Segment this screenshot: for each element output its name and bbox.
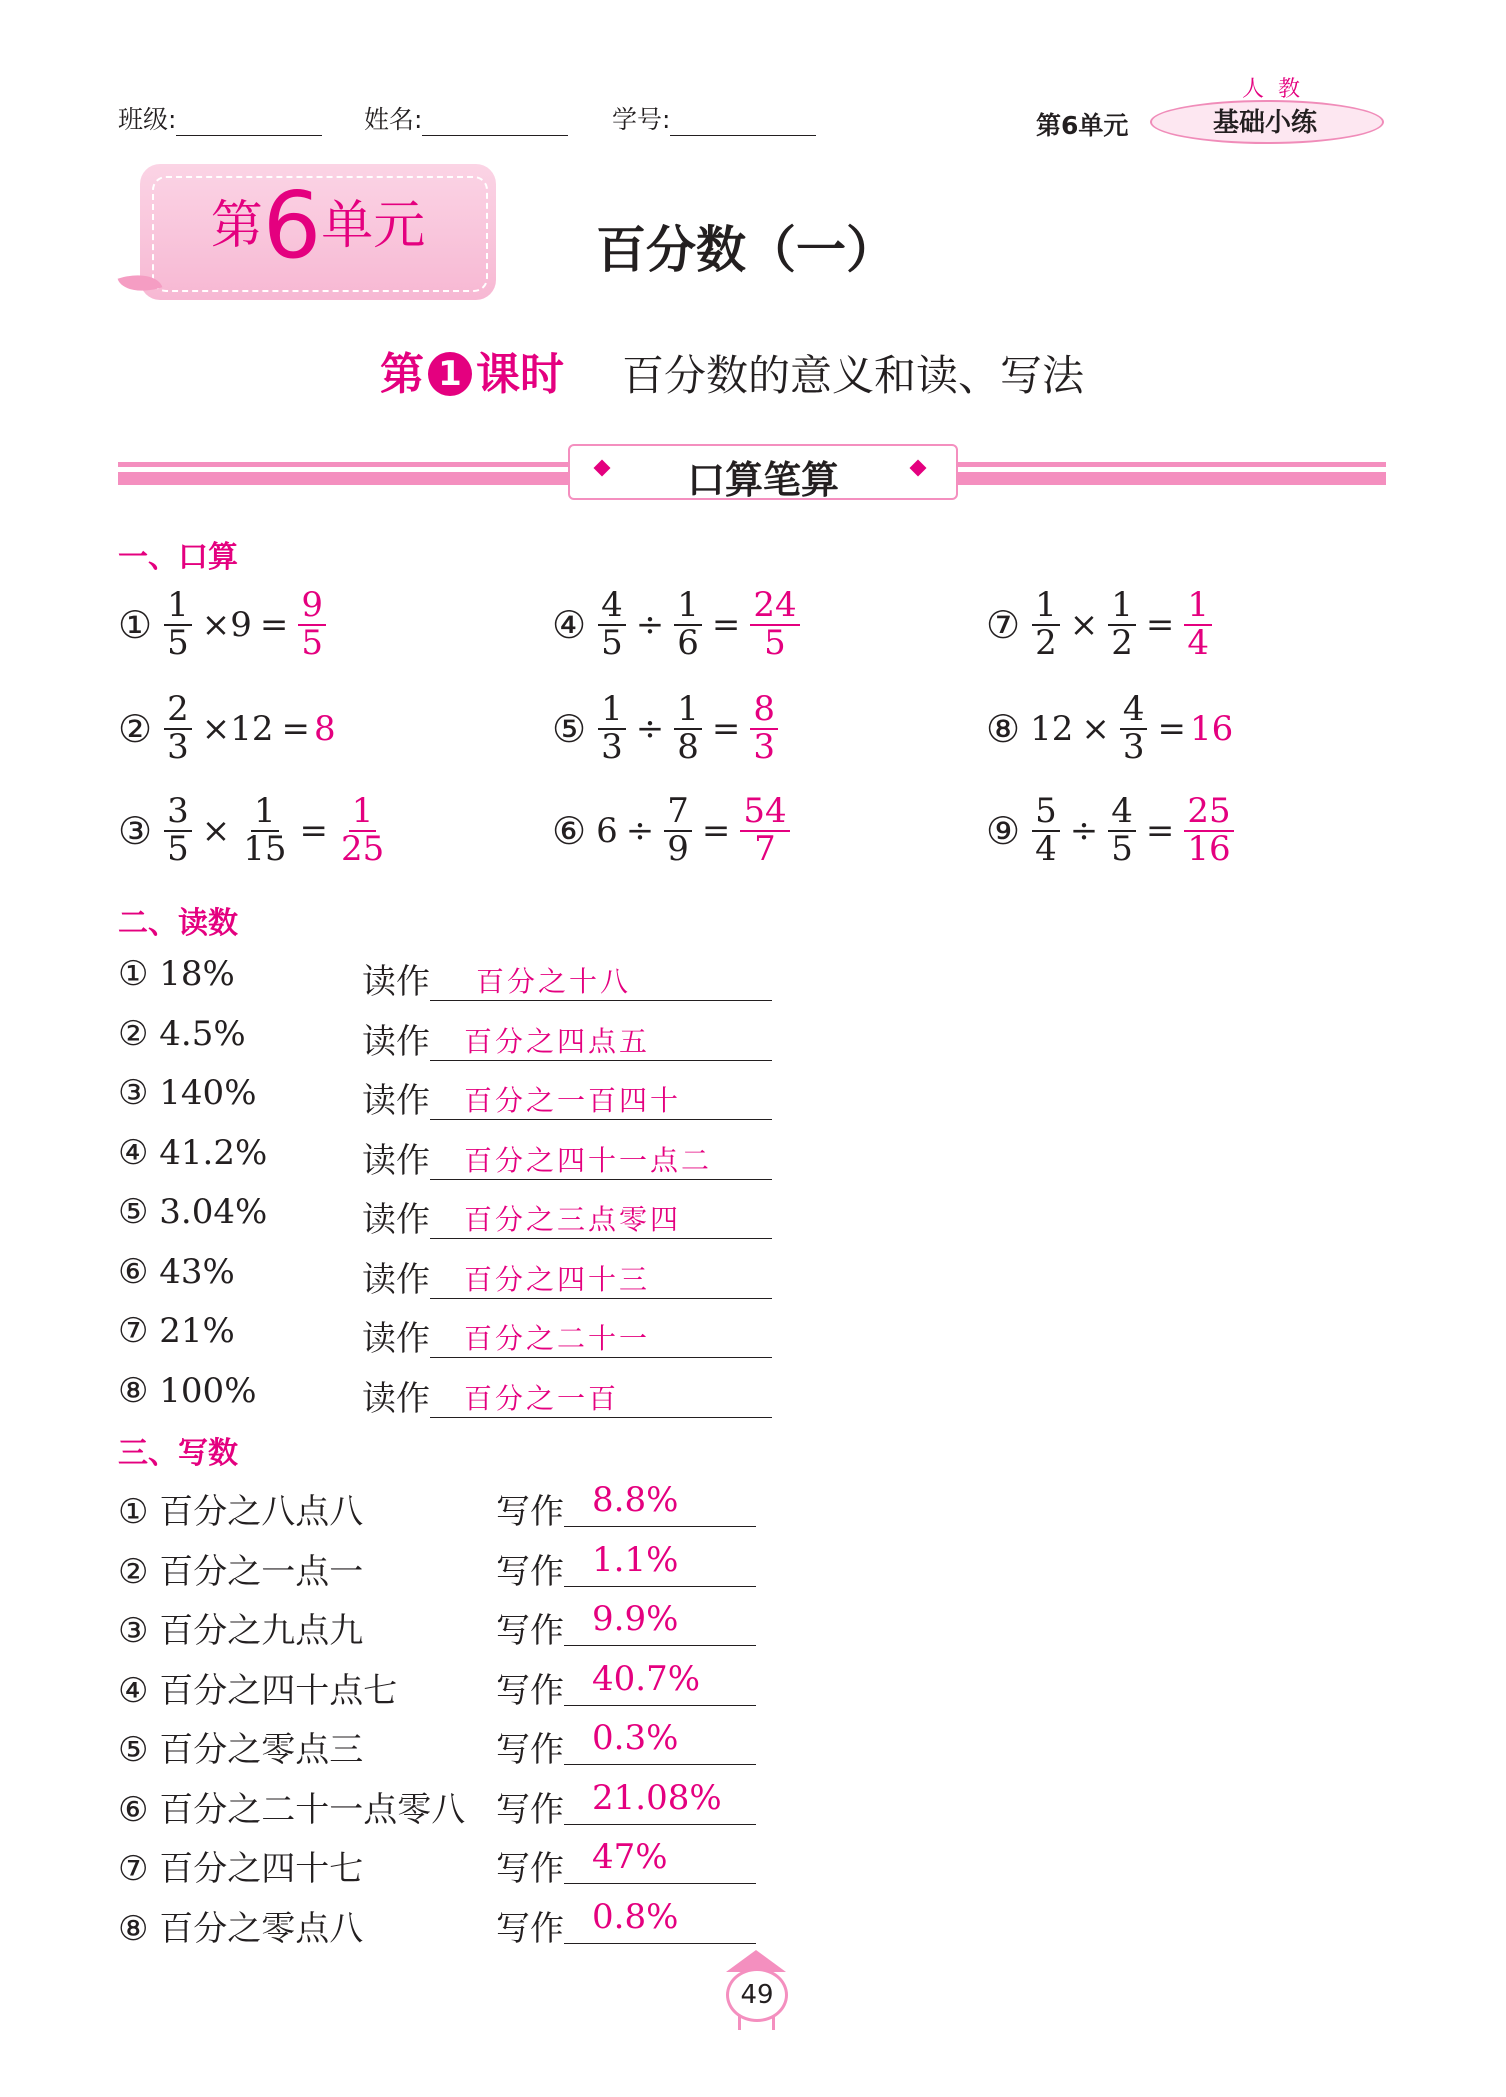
write-label: 写作 bbox=[496, 1670, 564, 1711]
write-answer: 9.9% bbox=[592, 1599, 679, 1639]
numerator: 1 bbox=[1184, 588, 1212, 626]
fraction bbox=[164, 585, 192, 663]
fraction bbox=[164, 791, 192, 869]
reading-item bbox=[118, 1133, 267, 1173]
reading-item bbox=[118, 1073, 257, 1113]
percent-value: 140% bbox=[159, 1073, 257, 1113]
write-label: 写作 bbox=[496, 1730, 564, 1770]
numerator: 4 bbox=[1108, 794, 1136, 832]
read-answer: 百分之二十一 bbox=[464, 1322, 651, 1355]
operator: ÷ bbox=[1069, 810, 1099, 851]
percent-value: 18% bbox=[159, 954, 235, 994]
read-answer: 百分之十八 bbox=[476, 965, 632, 998]
id-label: 学号: bbox=[612, 105, 671, 134]
fraction bbox=[1120, 689, 1148, 767]
answer-fraction bbox=[750, 585, 799, 663]
id-field bbox=[612, 100, 816, 136]
denominator: 4 bbox=[1187, 622, 1209, 663]
write-answer: 21.08% bbox=[592, 1777, 722, 1818]
read-label: 读作 bbox=[362, 1319, 430, 1359]
fraction bbox=[598, 689, 626, 767]
denominator: 5 bbox=[167, 828, 189, 869]
percent-words: 百分之四十七 bbox=[159, 1849, 364, 1889]
item-number: ① bbox=[118, 1492, 160, 1532]
fraction bbox=[1032, 585, 1060, 663]
lesson-label bbox=[380, 338, 564, 402]
answer-fraction bbox=[740, 791, 789, 869]
numerator: 4 bbox=[598, 588, 626, 626]
math-problem bbox=[118, 791, 393, 869]
denominator: 5 bbox=[1111, 828, 1133, 869]
class-label: 班级: bbox=[118, 105, 177, 134]
writing-item bbox=[118, 1782, 465, 1831]
numerator: 1 bbox=[598, 692, 626, 730]
class-blank[interactable] bbox=[176, 109, 322, 136]
denominator: 16 bbox=[1187, 828, 1231, 869]
percent-words: 百分之零点八 bbox=[159, 1908, 364, 1949]
numerator: 54 bbox=[740, 794, 789, 832]
denominator: 5 bbox=[301, 622, 323, 663]
reading-item bbox=[118, 1311, 235, 1351]
page-number: 49 bbox=[740, 1980, 774, 2010]
item-number: ⑧ bbox=[118, 1908, 160, 1949]
writing-item bbox=[118, 1663, 397, 1712]
write-label: 写作 bbox=[496, 1551, 564, 1592]
fraction bbox=[674, 585, 702, 663]
read-label: 读作 bbox=[362, 1200, 430, 1240]
clock-leg bbox=[738, 2016, 741, 2030]
id-blank[interactable] bbox=[670, 109, 816, 136]
item-number: ④ bbox=[118, 1670, 160, 1711]
section-heading-writing: 三、写数 bbox=[118, 1436, 238, 1471]
denominator: 9 bbox=[667, 828, 689, 869]
numerator: 8 bbox=[750, 692, 778, 730]
fraction bbox=[164, 689, 192, 767]
equals: = bbox=[299, 810, 328, 851]
problem-number: ① bbox=[118, 602, 153, 647]
denominator: 5 bbox=[167, 622, 189, 663]
read-answer: 百分之四点五 bbox=[464, 1024, 651, 1058]
reading-item bbox=[118, 1371, 257, 1411]
answer-fraction bbox=[750, 689, 778, 767]
fraction bbox=[674, 689, 702, 767]
denominator: 3 bbox=[1122, 726, 1145, 767]
problem-number: ⑧ bbox=[986, 706, 1021, 751]
numerator: 4 bbox=[1120, 692, 1148, 730]
fraction bbox=[1032, 791, 1060, 869]
item-number: ⑦ bbox=[118, 1849, 160, 1889]
fraction bbox=[240, 791, 289, 869]
math-problem bbox=[986, 689, 1234, 767]
fraction bbox=[1108, 791, 1136, 869]
unit-title bbox=[140, 172, 496, 279]
denominator: 4 bbox=[1035, 828, 1057, 869]
write-answer: 47% bbox=[592, 1837, 668, 1877]
math-problem bbox=[552, 585, 806, 663]
problem-number: ④ bbox=[552, 602, 587, 647]
percent-words: 百分之四十点七 bbox=[159, 1670, 398, 1711]
write-label: 写作 bbox=[496, 1611, 564, 1651]
operator: × bbox=[201, 810, 231, 851]
percent-words: 百分之一点一 bbox=[159, 1551, 364, 1592]
name-blank[interactable] bbox=[422, 109, 568, 136]
percent-value: 41.2% bbox=[159, 1132, 268, 1173]
read-label: 读作 bbox=[362, 962, 430, 1002]
write-label: 写作 bbox=[496, 1492, 564, 1532]
item-number: ⑧ bbox=[118, 1370, 160, 1411]
equals: = bbox=[711, 708, 741, 749]
answer-value: 16 bbox=[1189, 708, 1234, 749]
operator: ÷ bbox=[635, 604, 665, 645]
numerator: 1 bbox=[349, 794, 377, 832]
write-answer: 0.8% bbox=[592, 1896, 679, 1937]
item-number: ⑤ bbox=[118, 1192, 160, 1232]
fraction bbox=[1108, 585, 1136, 663]
clock-leg bbox=[772, 2016, 775, 2030]
item-number: ⑤ bbox=[118, 1730, 160, 1770]
percent-value: 21% bbox=[159, 1311, 235, 1351]
answer-fraction bbox=[1184, 791, 1233, 869]
operator: ×12 bbox=[201, 708, 274, 749]
operator: ÷ bbox=[635, 708, 665, 749]
read-answer: 百分之四十一点二 bbox=[464, 1143, 713, 1177]
lesson-suffix: 课时 bbox=[476, 349, 564, 400]
answer-fraction bbox=[298, 585, 326, 663]
write-label: 写作 bbox=[496, 1849, 564, 1889]
name-label: 姓名: bbox=[364, 105, 423, 134]
writing-item bbox=[118, 1544, 363, 1593]
write-label: 写作 bbox=[496, 1789, 564, 1830]
denominator: 3 bbox=[601, 726, 623, 767]
read-label: 读作 bbox=[362, 1378, 430, 1419]
equals: = bbox=[701, 810, 731, 851]
read-label: 读作 bbox=[362, 1140, 430, 1181]
lesson-number: 1 bbox=[428, 352, 472, 396]
reading-item bbox=[118, 1252, 235, 1292]
math-problem bbox=[552, 791, 796, 869]
problem-number: ⑥ bbox=[552, 808, 587, 853]
item-number: ④ bbox=[118, 1132, 160, 1173]
section-heading-mental-math: 一、口算 bbox=[118, 540, 238, 575]
read-label: 读作 bbox=[362, 1021, 430, 1062]
numerator: 3 bbox=[164, 794, 192, 832]
page-title: 百分数（一） bbox=[596, 221, 896, 279]
problem-number: ⑦ bbox=[986, 602, 1021, 647]
reading-item bbox=[118, 1192, 267, 1232]
numerator: 7 bbox=[664, 794, 692, 832]
problem-number: ⑤ bbox=[552, 706, 587, 751]
numerator: 25 bbox=[1184, 794, 1233, 832]
write-answer: 1.1% bbox=[592, 1539, 679, 1580]
operand: 6 bbox=[596, 810, 618, 851]
brand-publisher: 人教 bbox=[1242, 77, 1315, 102]
write-answer: 0.3% bbox=[592, 1718, 679, 1758]
item-number: ⑦ bbox=[118, 1311, 160, 1351]
percent-words: 百分之九点九 bbox=[159, 1611, 364, 1651]
answer-value: 8 bbox=[313, 708, 336, 749]
equals: = bbox=[259, 604, 289, 645]
denominator: 25 bbox=[340, 828, 385, 869]
problem-number: ⑨ bbox=[986, 808, 1021, 853]
section-bar-title: 口算笔算 bbox=[686, 458, 839, 502]
denominator: 5 bbox=[601, 622, 623, 663]
math-problem bbox=[552, 689, 784, 767]
read-label: 读作 bbox=[362, 1259, 430, 1300]
item-number: ③ bbox=[118, 1073, 160, 1113]
percent-words: 百分之二十一点零八 bbox=[159, 1789, 466, 1830]
write-answer: 40.7% bbox=[592, 1658, 701, 1699]
item-number: ⑥ bbox=[118, 1251, 160, 1292]
fraction bbox=[598, 585, 626, 663]
read-answer: 百分之一百 bbox=[464, 1381, 620, 1415]
brand-logo: 基础小练 bbox=[1212, 108, 1317, 138]
percent-value: 43% bbox=[159, 1251, 235, 1292]
denominator: 5 bbox=[764, 622, 786, 663]
numerator: 1 bbox=[674, 692, 702, 730]
denominator: 8 bbox=[677, 726, 699, 767]
section-heading-reading: 二、读数 bbox=[118, 906, 238, 941]
reading-item bbox=[118, 954, 235, 994]
writing-item bbox=[118, 1484, 363, 1533]
writing-item bbox=[118, 1603, 363, 1652]
operand: 12 bbox=[1030, 708, 1074, 749]
operator: × bbox=[1069, 604, 1099, 645]
math-problem bbox=[118, 689, 336, 767]
item-number: ③ bbox=[118, 1611, 160, 1651]
numerator: 1 bbox=[1032, 588, 1060, 626]
item-number: ② bbox=[118, 1013, 160, 1054]
operator: ÷ bbox=[625, 810, 655, 851]
operator: ×9 bbox=[201, 604, 252, 645]
unit-number: 6 bbox=[262, 172, 322, 279]
name-field bbox=[364, 100, 568, 136]
problem-number: ③ bbox=[118, 808, 153, 853]
numerator: 1 bbox=[1108, 588, 1136, 626]
equals: = bbox=[281, 708, 310, 749]
math-problem bbox=[118, 585, 332, 663]
read-answer: 百分之一百四十 bbox=[464, 1084, 682, 1117]
read-answer: 百分之三点零四 bbox=[464, 1203, 682, 1236]
denominator: 15 bbox=[243, 828, 287, 869]
numerator: 9 bbox=[298, 588, 326, 626]
percent-value: 3.04% bbox=[159, 1192, 268, 1232]
read-answer: 百分之四十三 bbox=[464, 1262, 651, 1296]
unit-suffix: 单元 bbox=[321, 196, 426, 256]
answer-fraction bbox=[338, 791, 387, 869]
operator: × bbox=[1081, 708, 1110, 749]
percent-value: 100% bbox=[159, 1370, 257, 1411]
equals: = bbox=[1145, 604, 1175, 645]
percent-value: 4.5% bbox=[159, 1013, 246, 1054]
denominator: 3 bbox=[167, 726, 189, 767]
read-label: 读作 bbox=[362, 1081, 430, 1121]
denominator: 2 bbox=[1035, 622, 1057, 663]
item-number: ⑥ bbox=[118, 1789, 160, 1830]
numerator: 1 bbox=[251, 794, 279, 832]
write-answer: 8.8% bbox=[592, 1480, 679, 1520]
class-field bbox=[118, 100, 322, 136]
fraction bbox=[664, 791, 692, 869]
answer-fraction bbox=[1184, 585, 1212, 663]
item-number: ② bbox=[118, 1551, 160, 1592]
unit-tag: 第6单元 bbox=[1036, 111, 1129, 140]
reading-item bbox=[118, 1014, 246, 1054]
write-label: 写作 bbox=[496, 1908, 564, 1949]
numerator: 2 bbox=[164, 692, 192, 730]
writing-item bbox=[118, 1901, 363, 1950]
problem-number: ② bbox=[118, 706, 153, 751]
percent-words: 百分之零点三 bbox=[159, 1730, 364, 1770]
writing-item bbox=[118, 1841, 363, 1890]
equals: = bbox=[1145, 810, 1175, 851]
equals: = bbox=[1157, 708, 1186, 749]
numerator: 5 bbox=[1032, 794, 1060, 832]
denominator: 6 bbox=[677, 622, 699, 663]
lesson-prefix: 第 bbox=[380, 349, 424, 400]
math-problem bbox=[986, 585, 1218, 663]
denominator: 3 bbox=[753, 726, 775, 767]
denominator: 7 bbox=[754, 828, 776, 869]
equals: = bbox=[711, 604, 741, 645]
writing-item bbox=[118, 1722, 363, 1771]
denominator: 2 bbox=[1111, 622, 1133, 663]
numerator: 1 bbox=[674, 588, 702, 626]
unit-prefix: 第 bbox=[210, 196, 263, 256]
numerator: 24 bbox=[750, 588, 799, 626]
numerator: 1 bbox=[164, 588, 192, 626]
item-number: ① bbox=[118, 954, 160, 994]
lesson-title: 百分数的意义和读、写法 bbox=[622, 351, 1085, 400]
math-problem bbox=[986, 791, 1240, 869]
percent-words: 百分之八点八 bbox=[159, 1492, 364, 1532]
